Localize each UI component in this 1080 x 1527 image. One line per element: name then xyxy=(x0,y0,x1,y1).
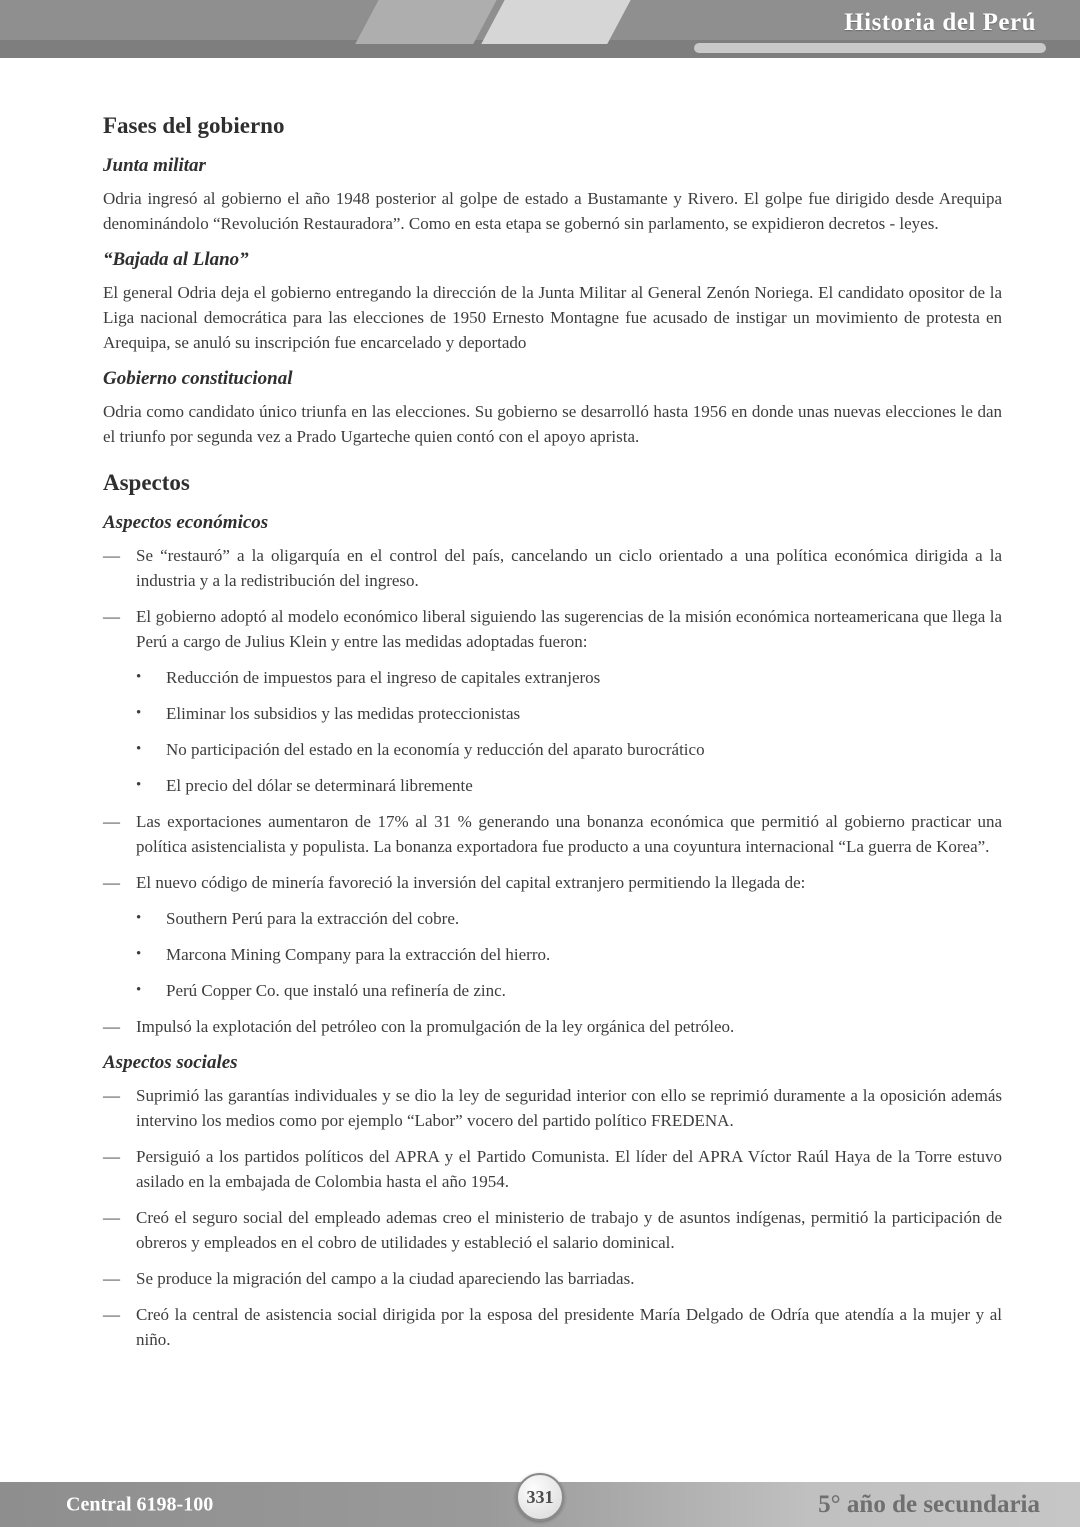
dash-marker: — xyxy=(103,873,120,892)
section-title-fases: Fases del gobierno xyxy=(103,113,285,138)
list-item xyxy=(103,1205,1002,1255)
subheading-junta-militar: Junta militar xyxy=(103,155,206,176)
list-item-text: Persiguió a los partidos políticos del APRA y el Partido Comunista. El líder del APRA Víctor Raúl Haya de la Torre estuvo asilado en la embajada de Colombia hasta el año 1954. xyxy=(136,1147,1002,1191)
sub-list-item-text: Marcona Mining Company para la extracción del hierro. xyxy=(166,945,551,964)
sub-list-item-text: Eliminar los subsidios y las medidas proteccionistas xyxy=(166,704,521,723)
sub-list-item xyxy=(136,665,1002,690)
footer-phone: Central 6198-100 xyxy=(66,1493,214,1515)
list-item xyxy=(103,1144,1002,1194)
list-item-text: El nuevo código de minería favoreció la inversión del capital extranjero permitiendo la llegada de: xyxy=(136,873,806,892)
list-item-text: Creó la central de asistencia social dirigida por la esposa del presidente María Delgado de Odría que atendía a la mujer y al niño. xyxy=(136,1305,1002,1349)
paragraph-junta-militar: Odria ingresó al gobierno el año 1948 posterior al golpe de estado a Bustamante y Rivero. El golpe fue dirigido desde Arequipa denominándolo “Revolución Restauradora”. Como en esta etapa se gobernó sin parlamento, se expidieron decretos - leyes. xyxy=(103,189,1002,233)
list-item xyxy=(103,1302,1002,1352)
list-item xyxy=(103,1014,1002,1039)
dash-marker: — xyxy=(103,546,120,565)
bullet-marker: • xyxy=(136,669,142,685)
paragraph-gobierno-constitucional: Odria como candidato único triunfa en las elecciones. Su gobierno se desarrolló hasta 1956 en donde unas nuevas elecciones le dan el triunfo por segunda vez a Prado Ugarteche quien contó con el apoyo aprista. xyxy=(103,402,1002,446)
dash-marker: — xyxy=(103,812,120,831)
bullet-marker: • xyxy=(136,982,142,998)
dash-marker: — xyxy=(103,1208,120,1227)
dash-marker: — xyxy=(103,1017,120,1036)
page-number-badge: 331 xyxy=(516,1473,564,1521)
list-item-text: Impulsó la explotación del petróleo con la promulgación de la ley orgánica del petróleo. xyxy=(136,1017,735,1036)
list-item-text: Se produce la migración del campo a la ciudad apareciendo las barriadas. xyxy=(136,1269,635,1288)
sub-list-item xyxy=(136,978,1002,1003)
section-title-aspectos: Aspectos xyxy=(103,470,190,495)
list-item xyxy=(103,1083,1002,1133)
bullet-marker: • xyxy=(136,777,142,793)
list-item-text: El gobierno adoptó al modelo económico liberal siguiendo las sugerencias de la misión económica norteamericana que llega la Perú a cargo de Julius Klein y entre las medidas adoptadas fueron: xyxy=(136,607,1002,651)
sub-list-item xyxy=(136,942,1002,967)
bullet-marker: • xyxy=(136,946,142,962)
sub-list-item xyxy=(136,906,1002,931)
sub-list-item-text: El precio del dólar se determinará libremente xyxy=(166,776,473,795)
list-item-text: Se “restauró” a la oligarquía en el control del país, cancelando un ciclo orientado a una política económica dirigida a la industria y a la redistribución del ingreso. xyxy=(136,546,1002,590)
header-bar xyxy=(0,0,1080,58)
list-item xyxy=(103,809,1002,859)
header-decoration-stripe xyxy=(355,0,499,44)
bullet-marker: • xyxy=(136,705,142,721)
header-title: Historia del Perú xyxy=(844,9,1036,36)
sub-list-item-text: Southern Perú para la extracción del cobre. xyxy=(166,909,460,928)
list-item-text: Las exportaciones aumentaron de 17% al 31 % generando una bonanza económica que permitió al gobierno practicar una política asistencialista y populista. La bonanza exportadora fue producto a una coyuntura internacional “La guerra de Korea”. xyxy=(136,812,1002,856)
list-item xyxy=(103,604,1002,654)
list-item xyxy=(103,870,1002,895)
dash-marker: — xyxy=(103,1147,120,1166)
paragraph-bajada-al-llano: El general Odria deja el gobierno entregando la dirección de la Junta Militar al General Zenón Noriega. El candidato opositor de la Liga nacional democrática para las elecciones de 1950 Ernesto Montagne fue acusado de instigar un movimiento de protesta en Arequipa, se anuló su inscripción fue encarcelado y deportado xyxy=(103,283,1002,352)
list-item xyxy=(103,543,1002,593)
dash-marker: — xyxy=(103,1269,120,1288)
footer-bar xyxy=(0,1482,1080,1527)
list-item-text: Suprimió las garantías individuales y se dio la ley de seguridad interior con ello se reprimió duramente a la oposición además intervino los medios como por ejemplo “Labor” vocero del partido político FREDENA. xyxy=(136,1086,1002,1130)
bullet-marker: • xyxy=(136,910,142,926)
dash-marker: — xyxy=(103,1086,120,1105)
sub-list-item-text: Reducción de impuestos para el ingreso de capitales extranjeros xyxy=(166,668,601,687)
subheading-aspectos-economicos: Aspectos económicos xyxy=(103,512,269,533)
sub-list-item xyxy=(136,701,1002,726)
dash-marker: — xyxy=(103,1305,120,1324)
subheading-aspectos-sociales: Aspectos sociales xyxy=(103,1052,238,1073)
subheading-gobierno-constitucional: Gobierno constitucional xyxy=(103,368,293,389)
bullet-marker: • xyxy=(136,741,142,757)
footer-grade-label: 5° año de secundaria xyxy=(818,1490,1040,1518)
sub-list-item xyxy=(136,737,1002,762)
dash-marker: — xyxy=(103,607,120,626)
list-item xyxy=(103,1266,1002,1291)
page-content xyxy=(103,112,1002,1363)
header-decoration-stripe xyxy=(481,0,633,44)
sub-list-item-text: Perú Copper Co. que instaló una refinería de zinc. xyxy=(166,981,506,1000)
sub-list-item xyxy=(136,773,1002,798)
header-underline xyxy=(694,43,1046,53)
subheading-bajada-al-llano: “Bajada al Llano” xyxy=(103,249,249,270)
sub-list-item-text: No participación del estado en la economía y reducción del aparato burocrático xyxy=(166,740,705,759)
list-item-text: Creó el seguro social del empleado ademas creo el ministerio de trabajo y de asuntos indígenas, permitió la participación de obreros y empleados en el cobro de utilidades y estableció el salario dominical. xyxy=(136,1208,1002,1252)
